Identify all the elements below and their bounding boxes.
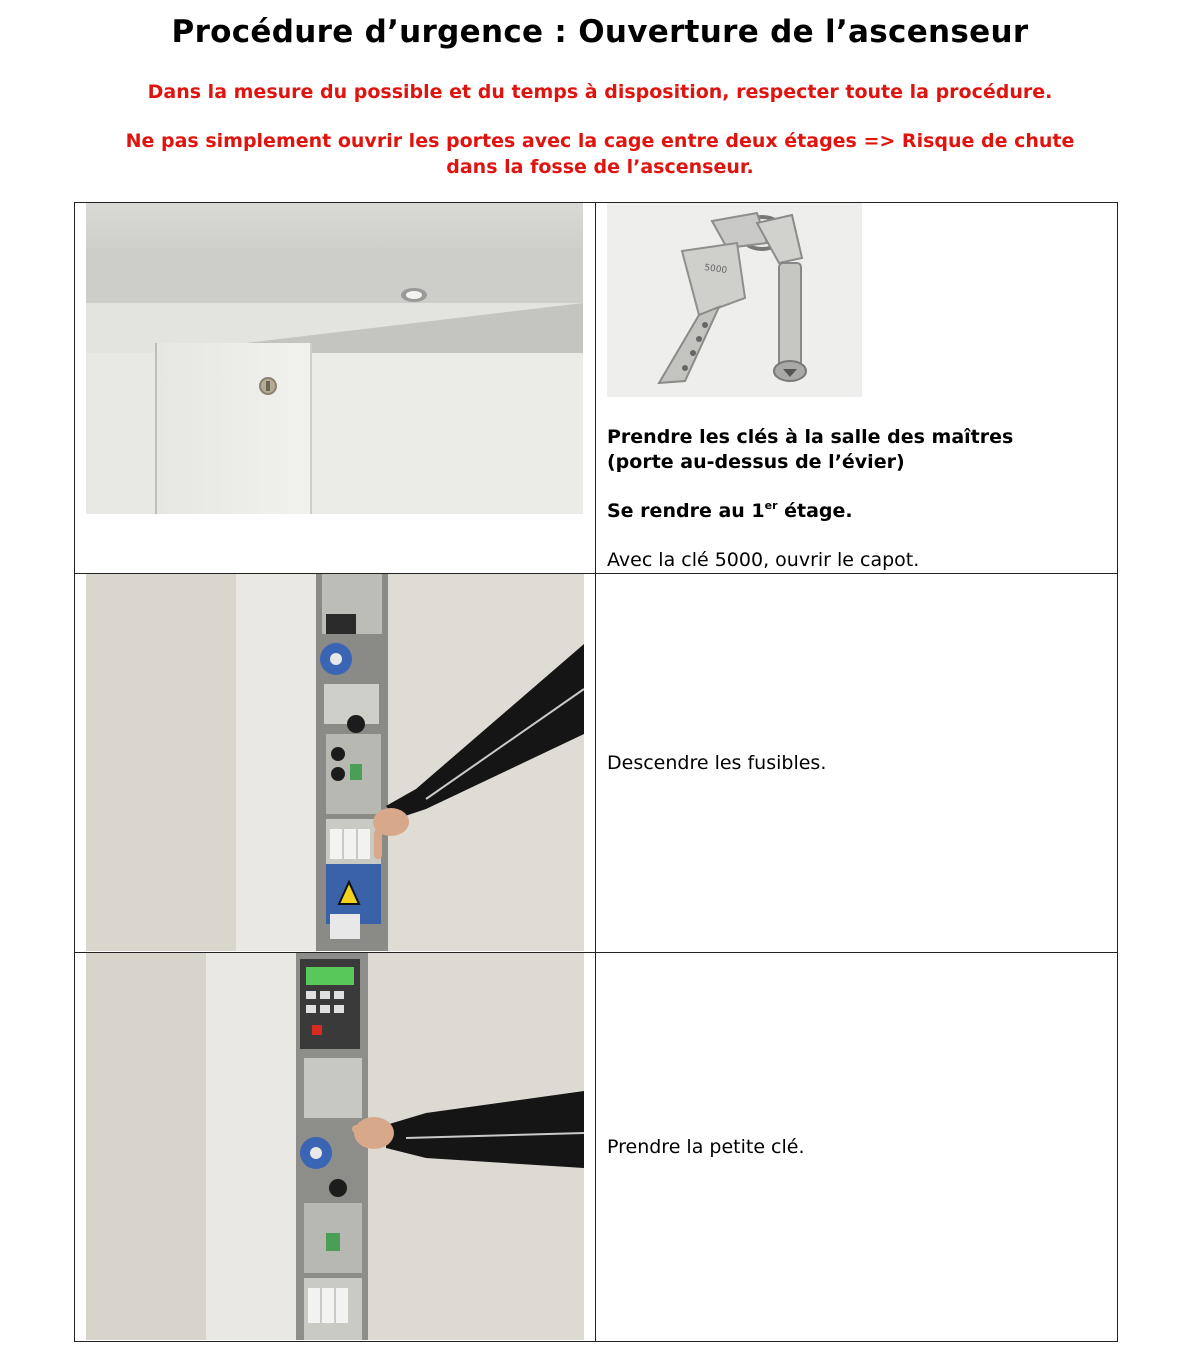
key-label: 5000 xyxy=(703,263,728,277)
step-1-image-cell xyxy=(75,203,596,574)
warning-fall-risk xyxy=(60,128,1140,180)
step-row-1 xyxy=(75,203,1118,574)
procedure-table xyxy=(74,202,1118,1342)
take-small-key-instruction: Prendre la petite clé. xyxy=(607,1135,805,1158)
take-keys-line1: Prendre les clés à la salle des maîtres xyxy=(607,426,1014,448)
floor-superscript: er xyxy=(764,499,778,512)
warning-fall-risk-line1: Ne pas simplement ouvrir les portes avec la cage entre deux étages => Risque de chute xyxy=(125,130,1075,152)
page-title: Procédure d’urgence : Ouverture de l’ascenseur xyxy=(171,14,1029,50)
step-2-text-cell xyxy=(596,574,1118,953)
step-3-image-cell xyxy=(75,953,596,1342)
step-row-2 xyxy=(75,574,1118,953)
step-1-text-cell xyxy=(596,203,1118,574)
step-3-text-cell xyxy=(596,953,1118,1342)
warning-fall-risk-line2: dans la fosse de l’ascenseur. xyxy=(446,156,754,178)
go-to-floor-instruction: Se rendre au 1er étage. xyxy=(607,499,853,522)
keys-photo xyxy=(607,203,862,397)
open-cover-instruction: Avec la clé 5000, ouvrir le capot. xyxy=(607,549,920,571)
door-frame-lock-photo xyxy=(86,203,583,514)
step-2-image-cell xyxy=(75,574,596,953)
take-keys-instruction xyxy=(607,425,1117,475)
take-keys-line2: (porte au-dessus de l’évier) xyxy=(607,451,905,473)
warning-procedure: Dans la mesure du possible et du temps à disposition, respecter toute la procédure. xyxy=(147,81,1053,103)
step-row-3 xyxy=(75,953,1118,1342)
fuse-panel-photo xyxy=(86,574,584,951)
small-key-photo xyxy=(86,953,584,1340)
lower-fuses-instruction: Descendre les fusibles. xyxy=(607,751,827,774)
